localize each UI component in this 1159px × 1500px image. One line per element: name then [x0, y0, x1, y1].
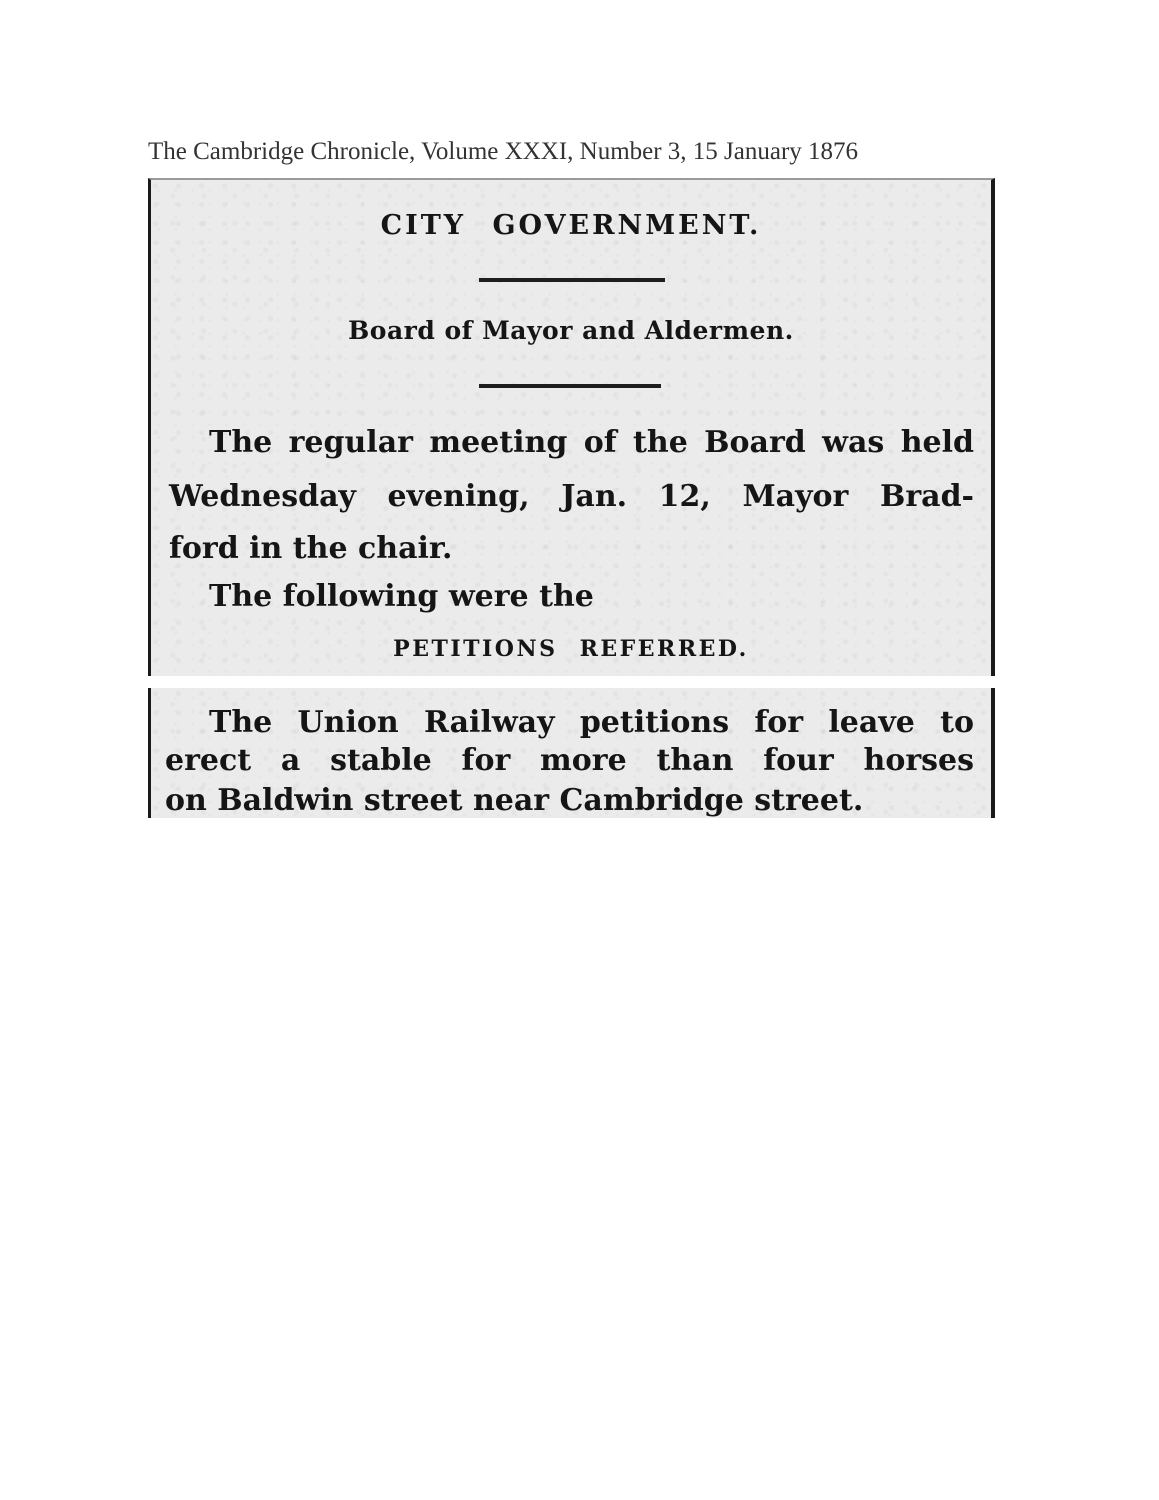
newspaper-clipping-city-government — [148, 178, 995, 676]
petition-line: The Union Railway petitions for leave to — [209, 705, 974, 740]
clipping-headline: CITY GOVERNMENT. — [380, 210, 762, 241]
paragraph-line: ford in the chair. — [169, 531, 453, 566]
subheadline-divider-rule — [479, 384, 661, 388]
petition-line: on Baldwin street near Cambridge street. — [165, 783, 864, 818]
newspaper-clipping-petition — [148, 688, 995, 818]
paragraph-line: Wednesday evening, Jan. 12, Mayor Brad- — [169, 479, 974, 514]
headline-divider-rule — [479, 278, 665, 282]
page-caption: The Cambridge Chronicle, Volume XXXI, Number 3, 15 January 1876 — [148, 138, 859, 165]
section-heading: PETITIONS REFERRED. — [393, 636, 749, 662]
paragraph-line: The regular meeting of the Board was held — [209, 425, 974, 460]
paragraph-line: The following were the — [209, 579, 594, 614]
clipping-subheadline: Board of Mayor and Aldermen. — [348, 316, 794, 345]
petition-line: erect a stable for more than four horses — [165, 743, 974, 778]
